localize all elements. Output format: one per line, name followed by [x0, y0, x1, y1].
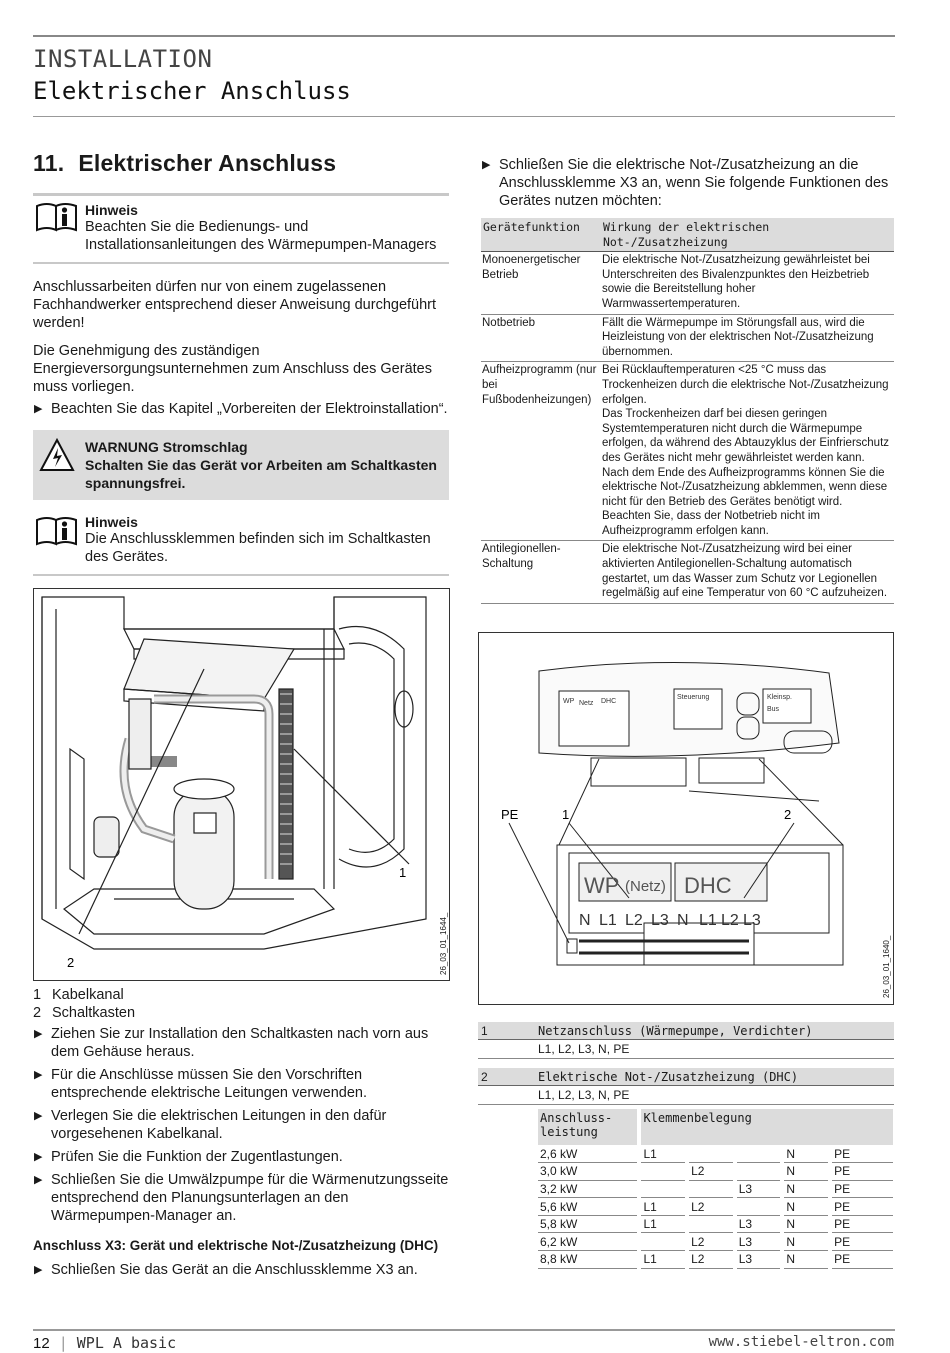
callout-1: 1: [399, 865, 407, 880]
legend-item: 1 Kabelkanal: [33, 987, 124, 1003]
small-label: Netz: [579, 700, 594, 707]
table-cell: L2: [689, 1163, 733, 1181]
table-cell: 8,8 kW: [538, 1251, 637, 1269]
table-cell: L2: [689, 1198, 733, 1216]
left-legend-and-steps: [33, 986, 449, 1284]
heat-pump-drawing: [34, 589, 450, 981]
table-cell: N: [784, 1180, 828, 1198]
table-cell: [689, 1145, 733, 1163]
paragraph: Anschlussarbeiten dürfen nur von einem zugelassenen Fachhandwerker entsprechend dieser Anweisung durchgeführt werden!: [33, 279, 437, 331]
warning-text: Schalten Sie das Gerät vor Arbeiten am Schaltkasten spannungsfrei.: [85, 457, 437, 491]
instruction-item: ▶ Ziehen Sie zur Installation den Schaltkasten nach vorn aus dem Gehäuse heraus.: [34, 1026, 429, 1060]
bullet-triangle-icon: ▶: [34, 403, 43, 415]
right-column: [481, 156, 894, 604]
bullet-triangle-icon: ▶: [34, 1151, 43, 1163]
table-cell: 3,2 kW: [538, 1180, 637, 1198]
note-box: [33, 196, 449, 262]
callout-2: 2: [67, 955, 75, 970]
bullet-triangle-icon: ▶: [34, 1174, 43, 1186]
electric-hazard-icon: [39, 438, 75, 472]
page-number: 12: [33, 1335, 50, 1352]
callout-1: 1: [562, 807, 570, 822]
table-cell: [689, 1180, 733, 1198]
note-text: Die Anschlussklemmen befinden sich im Schaltkasten des Gerätes.: [85, 531, 431, 565]
footer-left: [33, 1334, 176, 1352]
legend-header: 2 Elektrische Not-/Zusatzheizung (DHC): [478, 1068, 894, 1086]
heat-pump-interior-figure: [33, 588, 450, 981]
table-row: [538, 1233, 893, 1251]
table-row: [538, 1180, 893, 1198]
bullet-triangle-icon: ▶: [34, 1110, 43, 1122]
terminal-label: L1: [699, 912, 717, 929]
table-cell: [641, 1163, 685, 1181]
table-cell: N: [784, 1233, 828, 1251]
table-cell: 5,8 kW: [538, 1215, 637, 1233]
terminal-drawing: [479, 633, 894, 1005]
page-title: Elektrischer Anschluss: [33, 77, 351, 105]
instruction-item: ▶ Beachten Sie das Kapitel „Vorbereiten der Elektroinstallation“.: [34, 401, 448, 417]
table-cell: L1: [641, 1251, 685, 1269]
table-cell: [737, 1145, 781, 1163]
bullet-triangle-icon: ▶: [34, 1264, 43, 1276]
instruction-item: ▶ Verlegen Sie die elektrischen Leitungen in den dafür vorgesehenen Kabelkanal.: [34, 1108, 387, 1142]
table-row: [538, 1198, 893, 1216]
table-cell: N: [784, 1251, 828, 1269]
table-row: [538, 1145, 893, 1163]
table-cell: PE: [832, 1145, 893, 1163]
terminal-label: L2: [721, 912, 739, 929]
table-header: Wirkung der elektrischen Not-/Zusatzheizung: [601, 218, 894, 252]
terminal-label: N: [579, 912, 591, 929]
table-row: [538, 1251, 893, 1269]
table-cell: L2: [689, 1233, 733, 1251]
header-rule-bottom: [33, 116, 895, 117]
table-row: Aufheizprogramm (nur bei Fußbodenheizungen) Bei Rücklauftemperaturen <25 °C muss das Trockenheizen durch die elektrische Not-/Zusatzheizung erfolgen. Das Trockenheizen darf bei diesen geringen Systemtemperaturen nicht durch die Wärmepumpe erfolgen, da während des Abtauzyklus der Einfrierschutz des Gerätes nicht mehr gewährleistet werden kann. Nach dem Ende des Aufheizprogramms können Sie die elektrische Not-/Zusatzheizung abklemmen, wenn diese nicht für den Betrieb des Gerätes benötigt wird. Beachten Sie, dass der Notbetrieb nicht im Aufheizprogramm erfolgen kann.: [481, 362, 894, 541]
table-cell: PE: [832, 1180, 893, 1198]
table-row: [538, 1163, 893, 1181]
footer-rule: [33, 1329, 895, 1331]
table-cell: [689, 1215, 733, 1233]
table-cell: L3: [737, 1233, 781, 1251]
table-cell: L1: [641, 1198, 685, 1216]
chapter-heading: 11. Elektrischer Anschluss: [33, 150, 337, 176]
paragraph: Die Genehmigung des zuständigen Energieversorgungsunternehmen zum Anschluss des Gerätes muss vorliegen.: [33, 343, 432, 395]
legend-item: 2 Schaltkasten: [33, 1005, 136, 1021]
table-cell: N: [784, 1198, 828, 1216]
header-rule: [33, 35, 895, 37]
table-cell: 2,6 kW: [538, 1145, 637, 1163]
table-cell: PE: [832, 1233, 893, 1251]
product-name: WPL A basic: [76, 1334, 177, 1352]
table-cell: PE: [832, 1198, 893, 1216]
table-cell: 6,2 kW: [538, 1233, 637, 1251]
terminal-label: L1: [599, 912, 617, 929]
callout-2: 2: [784, 807, 792, 822]
note-title: Hinweis: [85, 514, 138, 530]
table-cell: L2: [689, 1251, 733, 1269]
function-table: [481, 218, 894, 604]
instruction-item: ▶ Prüfen Sie die Funktion der Zugentlastungen.: [34, 1149, 343, 1165]
table-cell: L3: [737, 1180, 781, 1198]
table-header: Anschluss- leistung: [538, 1109, 637, 1145]
info-book-icon: [35, 200, 79, 234]
figure-code: 26_03_01_1640_: [882, 935, 891, 998]
note-box: [33, 510, 449, 574]
legend-header: 1 Netzanschluss (Wärmepumpe, Verdichter): [478, 1022, 894, 1040]
table-header: Gerätefunktion: [481, 218, 601, 252]
table-cell: N: [784, 1163, 828, 1181]
figure-code: 26_03_01_1644_: [439, 912, 448, 975]
terminal-block-figure: [478, 632, 894, 1005]
legend-sub: L1, L2, L3, N, PE: [478, 1086, 894, 1105]
right-legend: [478, 1022, 894, 1105]
table-cell: L3: [737, 1251, 781, 1269]
terminal-label: L3: [743, 912, 761, 929]
small-label: DHC: [601, 698, 617, 705]
warning-title: WARNUNG Stromschlag: [85, 439, 248, 455]
table-cell: L1: [641, 1215, 685, 1233]
table-cell: PE: [832, 1215, 893, 1233]
instruction-item: ▶ Schließen Sie die elektrische Not-/Zusatzheizung an die Anschlussklemme X3 an, wenn Sie folgende Funktionen des Gerätes nutzen möchten:: [482, 157, 889, 209]
small-label: Steuerung: [677, 694, 710, 701]
instruction-item: ▶ Für die Anschlüsse müssen Sie den Vorschriften entsprechende elektrische Leitungen verwenden.: [34, 1067, 367, 1101]
table-cell: PE: [832, 1251, 893, 1269]
terminal-assignment-table: [538, 1109, 893, 1269]
terminal-label: L2: [625, 912, 643, 929]
small-label: Bus: [767, 706, 780, 713]
note-text: Beachten Sie die Bedienungs- und Installationsanleitungen des Wärmepumpen-Managers: [85, 219, 437, 253]
footer-url: www.stiebel-eltron.com: [708, 1334, 894, 1350]
bullet-triangle-icon: ▶: [34, 1069, 43, 1081]
info-book-icon: [35, 514, 79, 548]
table-cell: N: [784, 1215, 828, 1233]
label-netz: (Netz): [625, 878, 666, 895]
terminal-label: L3: [651, 912, 669, 929]
table-cell: N: [784, 1145, 828, 1163]
bullet-triangle-icon: ▶: [34, 1028, 43, 1040]
divider: [33, 574, 449, 576]
table-row: Notbetrieb Fällt die Wärmepumpe im Störungsfall aus, wird die Heizleistung von der elektrischen Not-/Zusatzheizung übernommen.: [481, 314, 894, 362]
legend-sub: L1, L2, L3, N, PE: [478, 1040, 894, 1059]
table-row: Antilegionellen-Schaltung Die elektrische Not-/Zusatzheizung wird bei einer aktivierten Antilegionellen-Schaltung automatisch gestartet, um das Wasser zum Schutz vor Legionellen regelmäßig auf eine Temperatur von 60 °C aufzuheizen.: [481, 541, 894, 603]
small-label: WP: [563, 698, 575, 705]
table-cell: [737, 1198, 781, 1216]
label-wp: WP: [584, 873, 620, 898]
section-label: INSTALLATION: [33, 45, 213, 73]
small-label: Kleinsp.: [767, 694, 792, 701]
divider: [33, 262, 449, 264]
label-dhc: DHC: [684, 873, 732, 898]
instruction-item: ▶ Schließen Sie das Gerät an die Anschlussklemme X3 an.: [34, 1262, 418, 1278]
sub-heading: Anschluss X3: Gerät und elektrische Not-/Zusatzheizung (DHC): [33, 1238, 439, 1253]
table-cell: PE: [832, 1163, 893, 1181]
callout-pe: PE: [501, 807, 519, 822]
bullet-triangle-icon: ▶: [482, 159, 491, 171]
footer-separator: |: [58, 1334, 68, 1352]
table-row: [538, 1215, 893, 1233]
table-cell: [641, 1180, 685, 1198]
table-row: Monoenergetischer Betrieb Die elektrische Not-/Zusatzheizung gewährleistet bei Unterschreiten des Bivalenzpunktes den Heizbetrieb sowie die Bereitstellung hoher Warmwassertemperaturen.: [481, 252, 894, 314]
table-cell: 5,6 kW: [538, 1198, 637, 1216]
left-column: [33, 150, 449, 576]
table-cell: 3,0 kW: [538, 1163, 637, 1181]
warning-box: [33, 430, 449, 500]
table-header: Klemmenbelegung: [641, 1109, 893, 1145]
table-cell: L1: [641, 1145, 685, 1163]
terminal-label: N: [677, 912, 689, 929]
table-cell: L3: [737, 1215, 781, 1233]
table-cell: [737, 1163, 781, 1181]
instruction-item: ▶ Schließen Sie die Umwälzpumpe für die Wärmenutzungsseite entsprechend den Planungsunterlagen an den Wärmepumpen-Manager an.: [34, 1172, 449, 1224]
note-title: Hinweis: [85, 202, 138, 218]
table-cell: [641, 1233, 685, 1251]
